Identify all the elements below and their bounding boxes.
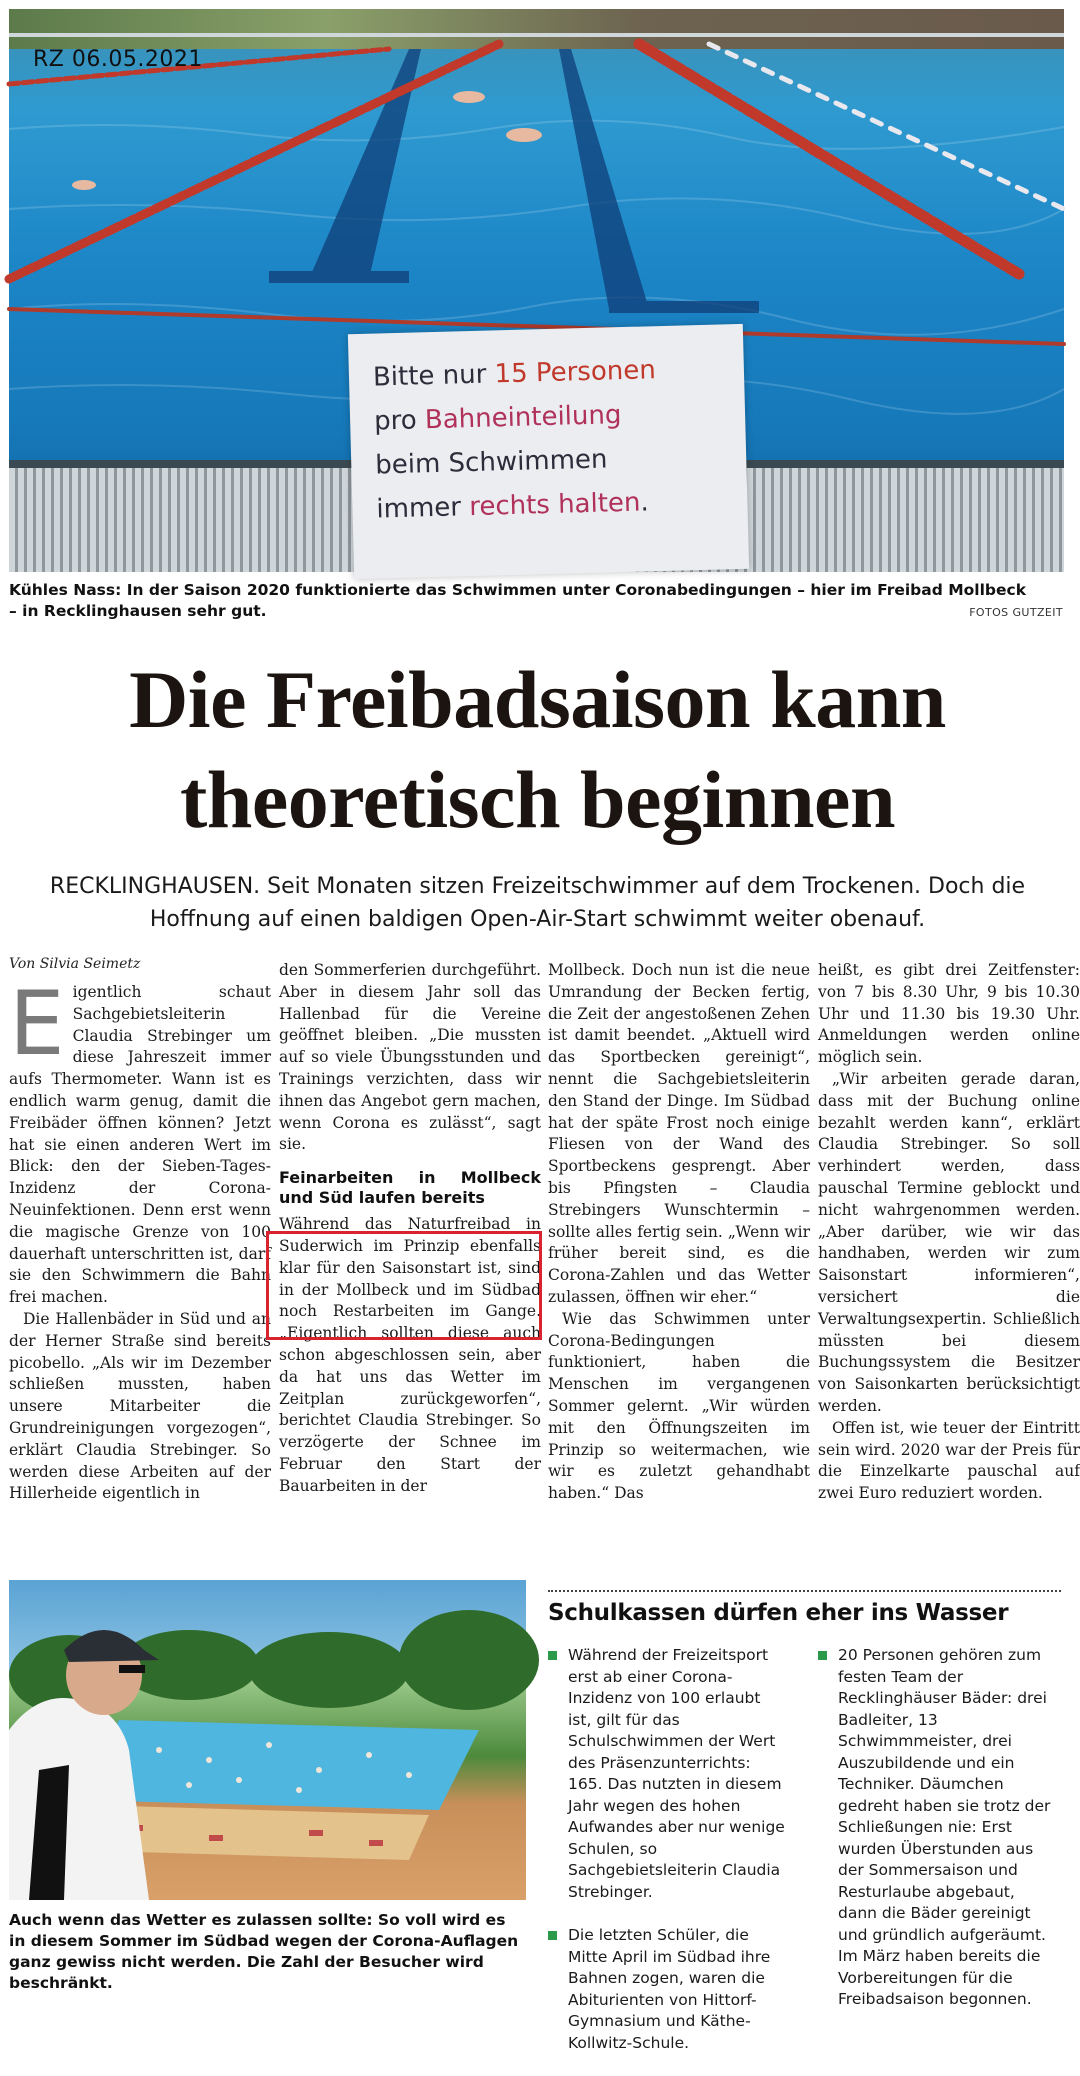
paragraph: heißt, es gibt drei Zeitfenster: von 7 bis 8.30 Uhr, 9 bis 10.30 Uhr und 11.30 bis 19.30 Uhr. Anmeldungen werden online möglich sein. [818,961,1080,1067]
paragraph: Offen ist, wie teuer der Eintritt sein wird. 2020 war der Preis für die Einzelkarte pauschal auf zwei Euro reduziert worden. [818,1418,1080,1503]
highlight-frame [266,1231,542,1340]
headline [0,650,1075,850]
pool-sign [348,324,749,579]
article-intro [30,870,1045,936]
dateline-place: RECKLINGHAUSEN. [49,874,261,899]
paragraph: den Sommerferien durchgeführt. Aber in diesem Jahr soll das Hallenbad für die Vereine geöffnet bleiben. „Die mussten auf so viele Übungsstunden und Trainings verzichten, dass wir ihnen das Angebot gern machen, wenn Corona es zulässt“, sagt sie. [279,961,541,1154]
paragraph: Wie das Schwimmen unter Corona-Bedingungen funktioniert, haben die Menschen im vergangenen Sommer gelernt. „Wir würden mit den Öffnungszeiten im Prinzip so weitermachen, wie wir es zuletzt gehandhabt haben.“ Das [548,1309,810,1503]
pool-photo-bottom [9,1580,526,1900]
headline-line-1: Die Freibadsaison kann [129,654,946,745]
paragraph: igentlich schaut Sachgebietsleiterin Claudia Strebinger um diese Jahreszeit immer aufs Thermometer. Wann ist es endlich warm genug, damit die Freibäder öffnen können? Jetzt hat sie einen anderen Wert im Blick: den der Sieben-Tages-Inzidenz der Corona-Neuinfektionen. Denn erst wenn die magische Grenze von 100 dauerhaft unterschritten ist, darf sie den Schwimmern die Bahn frei machen. [9,983,271,1307]
bullet-item: 20 Personen gehören zum festen Team der Recklinghäuser Bäder: drei Badleiter, 13 Schwimmmeister, drei Auszubildende und ein Techniker. Däumchen gedreht haben sie trotz der Schließungen nie: Erst wurden Überstunden aus der Sommersaison und Resturlaube abgebaut, dann die Bäder gereinigt und gründlich aufgeräumt. Im März haben bereits die Vorbereitungen für die Freibadsaison begonnen. [818,1645,1058,2011]
green-square-bullet-icon [818,1651,827,1660]
bullet-item: Die letzten Schüler, die Mitte April im Südbad ihre Bahnen zogen, waren die Abiturienten von Hittorf-Gymnasium und Käthe-Kollwitz-Schule. [548,1925,788,2054]
headline-line-2: theoretisch beginnen [179,754,896,845]
section-subheading: Feinarbeiten in Mollbeck und Süd laufen bereits [279,1168,541,1208]
date-label: RZ 06.05.2021 [33,47,203,72]
crowded-pool-graphic [9,1580,526,1900]
photo-caption-bottom: Auch wenn das Wetter es zulassen sollte: So voll wird es in diesem Sommer im Südbad wegen der Corona-Auflagen ganz gewiss nicht werden. Die Zahl der Besucher wird beschränkt. [9,1911,519,1992]
byline: Von Silvia Seimetz [9,956,141,972]
drop-cap: E [9,972,65,1075]
paragraph: Mollbeck. Doch nun ist die neue Umrandung der Becken fertig, die Zeit der angestoßenen Zehen ist damit beendet. „Aktuell wird das Sportbecken gereinigt“, nennt die Sachgebietsleiterin den Stand der Dinge. Im Südbad hat der späte Frost noch einige Fliesen von der Wand des Sportbeckens gesprengt. Aber bis Pfingsten – Claudia Strebingers Wunschtermin – sollte alles fertig sein. „Wenn wir früher bereit sind, es die Corona-Zahlen und das Wetter zulassen, öffnen wir eher.“ [548,961,810,1306]
article-column-4 [818,960,1080,1505]
infobox-column-right [818,1645,1058,2033]
article-column-1 [9,972,271,1505]
paragraph: Die Hallenbäder in Süd und an der Herner Straße sind bereits picobello. „Als wir im Dezember schließen mussten, haben unsere Mitarbeiter die Grundreinigungen vorgezogen“, erklärt Claudia Strebinger. So werden diese Arbeiten auf der Hillerheide eigentlich in [9,1309,271,1503]
article-column-3 [548,960,810,1505]
article-column-2 [279,960,541,1498]
dotted-divider [548,1590,1061,1592]
sign-line-3: beim Schwimmen [374,444,608,481]
sign-line-4: immer rechts halten. [376,487,650,525]
paragraph: Während das Naturfreibad in Suderwich im Prinzip ebenfalls klar für den Saisonstart ist, sind in der Mollbeck und im Südbad noch Restarbeiten im Gange. „Eigentlich sollten diese auch schon abgeschlossen sein, aber da hat uns das Wetter im Zeitplan zurückgeworfen“, berichtet Claudia Strebinger. So verzögerte der Schnee im Februar den Start der Bauarbeiten in der [279,1215,541,1495]
green-square-bullet-icon [548,1651,557,1660]
bullet-item: Während der Freizeitsport erst ab einer Corona-Inzidenz von 100 erlaubt ist, gilt für das Schulschwimmen der Wert des Präsenzunterrichts: 165. Das nutzten in diesem Jahr wegen des hohen Aufwandes aber nur wenige Schulen, so Sachgebietsleiterin Claudia Strebinger. [548,1645,788,1903]
intro-text: Seit Monaten sitzen Freizeitschwimmer auf dem Trockenen. Doch die Hoffnung auf einen baldigen Open-Air-Start schwimmt weiter obenauf. [149,874,1026,932]
paragraph: „Wir arbeiten gerade daran, dass mit der Buchung online bezahlt werden kann“, erklärt Claudia Strebinger. So soll verhindert werden, dass pauschal Termine geblockt und nicht wahrgenommen werden. „Aber darüber, wie wir das handhaben, werden wir zum Saisonstart informieren“, versichert die Verwaltungsexpertin. Schließlich müssten bei diesem Buchungssystem die Besitzer von Saisonkarten berücksichtigt werden. [818,1069,1080,1415]
sign-line-2: pro Bahneinteilung [373,400,622,437]
sign-line-1: Bitte nur 15 Personen [372,355,657,393]
photo-caption-top: Kühles Nass: In der Saison 2020 funktionierte das Schwimmen unter Coronabedingungen – hier im Freibad Mollbeck – in Recklinghausen sehr gut. [9,581,1027,620]
pool-photo-top [9,9,1064,572]
infobox-column-left [548,1645,788,2076]
green-square-bullet-icon [548,1931,557,1940]
infobox-title: Schulkassen dürfen eher ins Wasser [548,1600,1009,1626]
photo-credit: FOTOS GUTZEIT [969,606,1063,619]
